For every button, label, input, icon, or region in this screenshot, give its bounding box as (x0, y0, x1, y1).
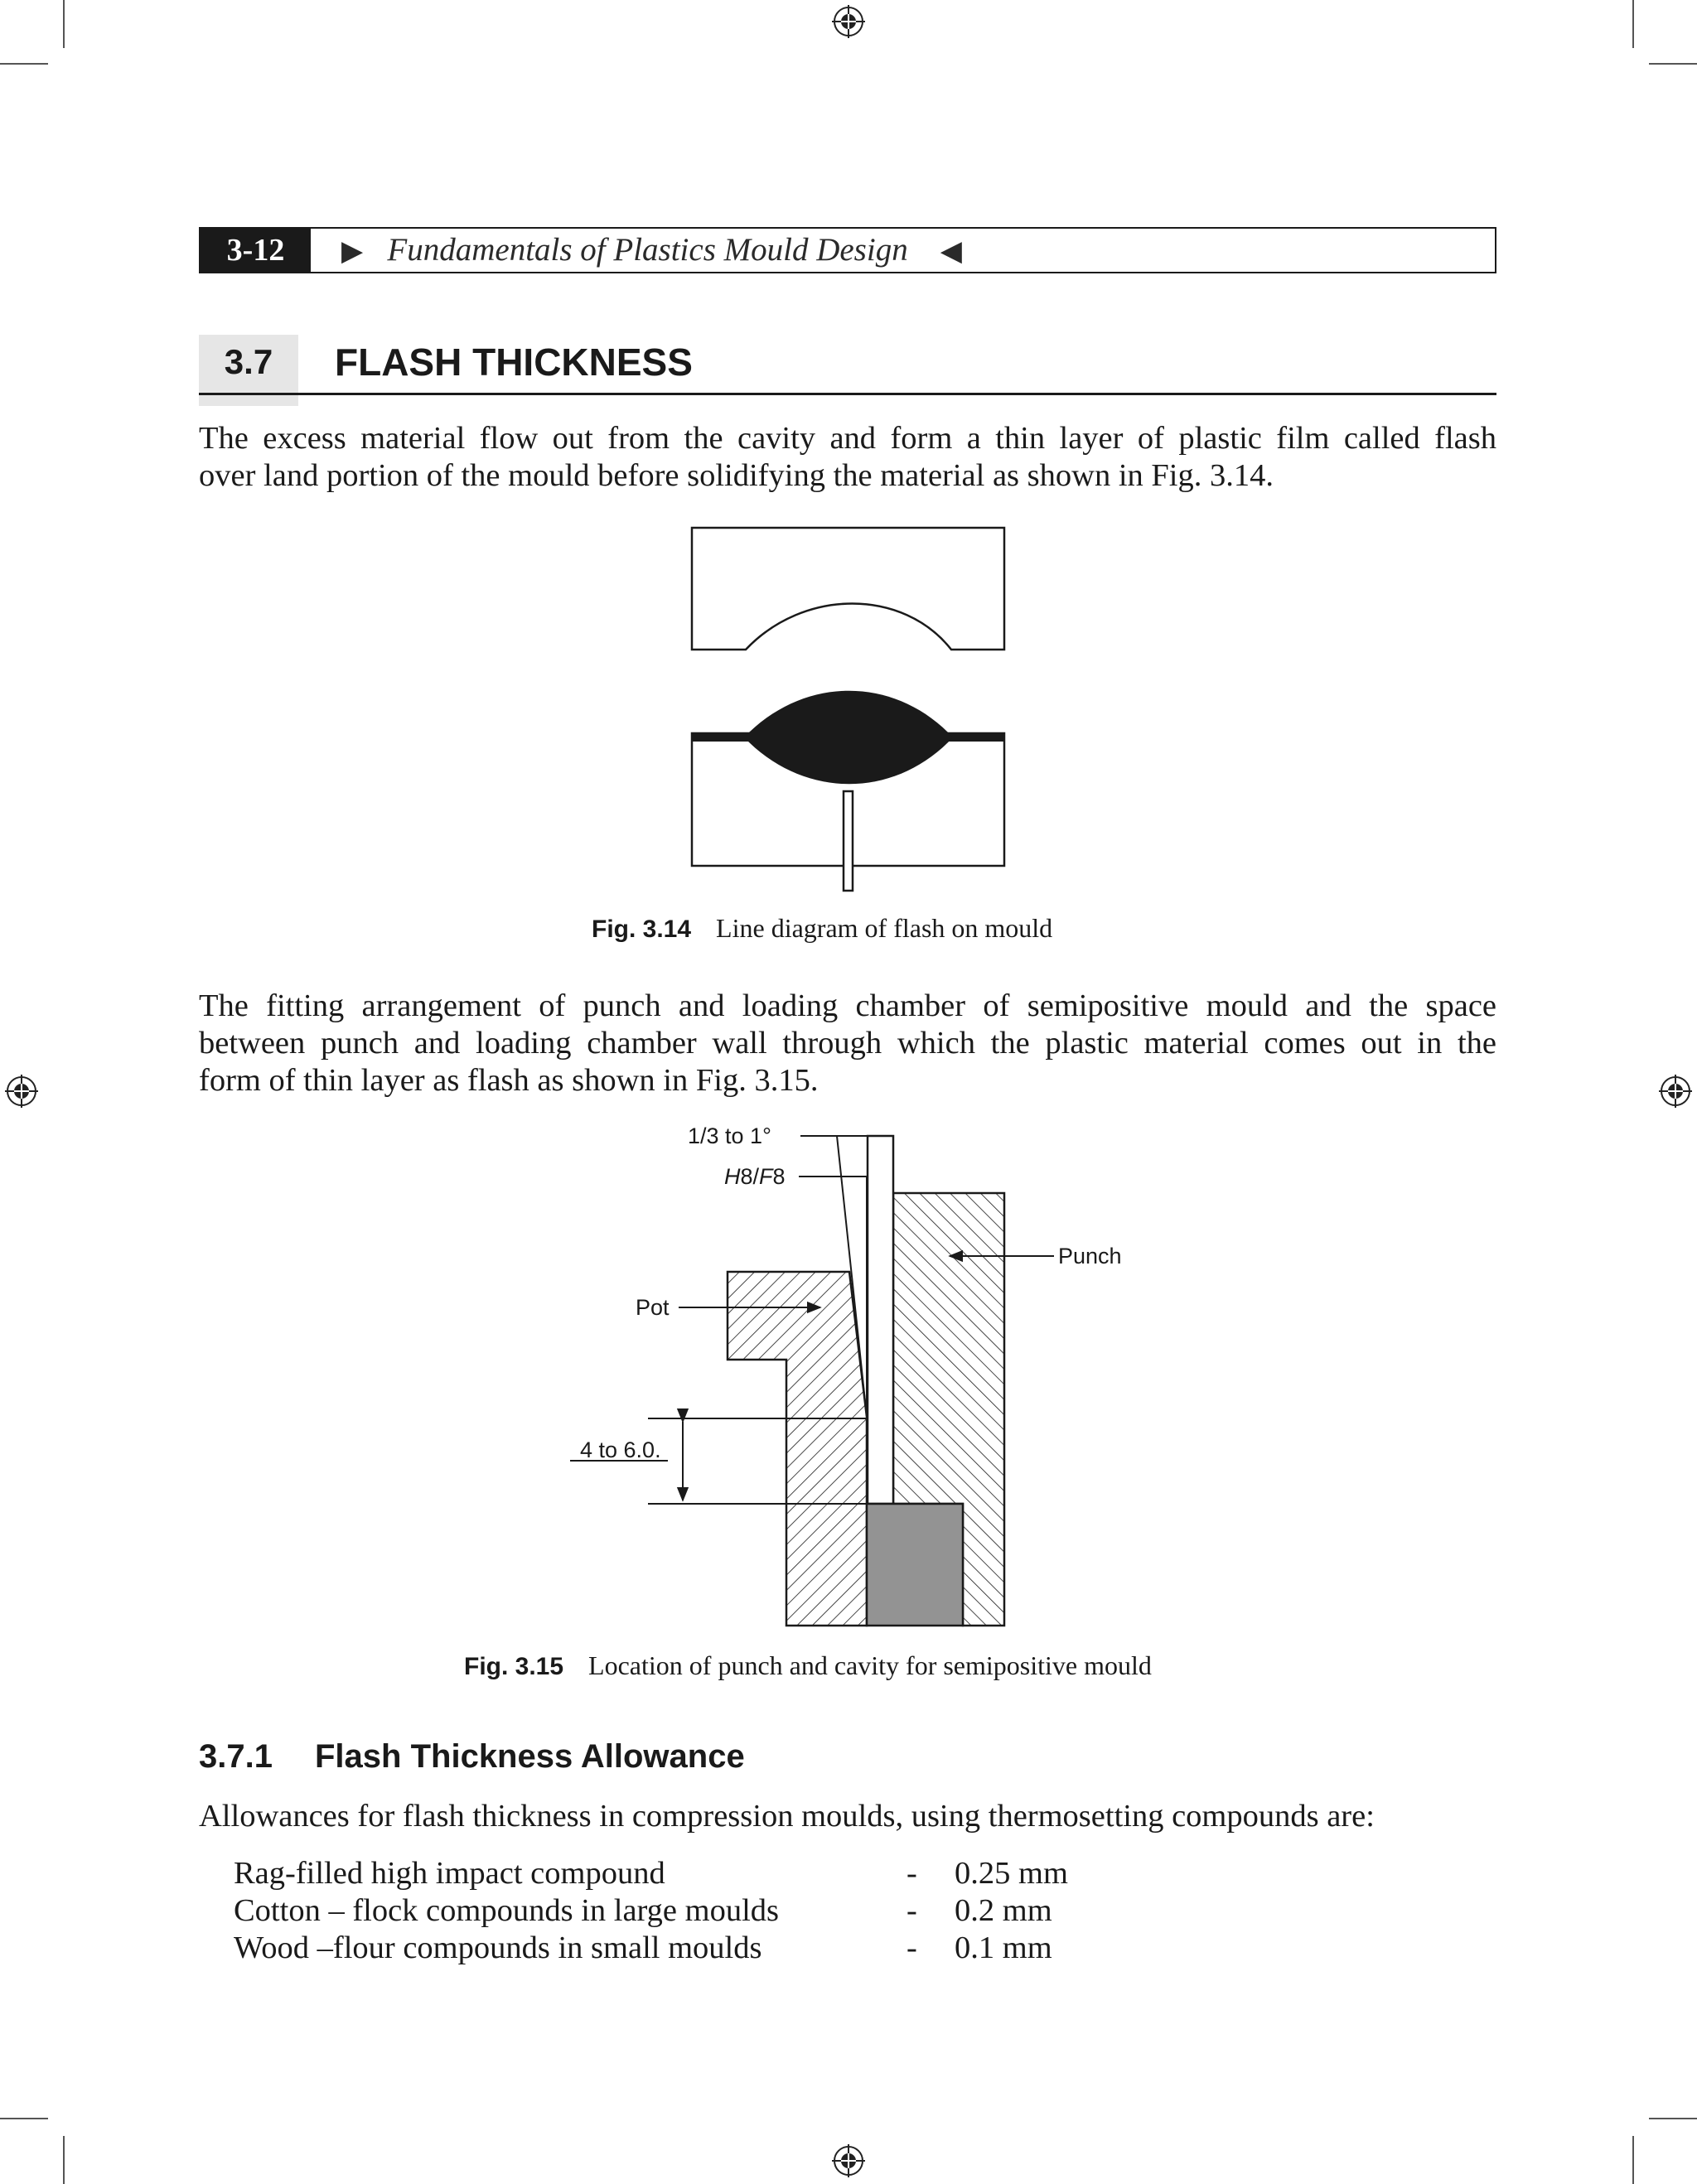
row-dash: - (907, 1893, 917, 1928)
right-triangle-icon: ▶ (341, 236, 364, 267)
subsection-title: Flash Thickness Allowance (315, 1738, 745, 1775)
section-number: 3.7 (199, 335, 298, 406)
compound-name: Wood –flour compounds in small moulds (234, 1930, 762, 1965)
subsection-number: 3.7.1 (199, 1738, 273, 1775)
angle-label: 1/3 to 1° (688, 1123, 771, 1148)
figure-3-15-caption (464, 1650, 1152, 1681)
book-title: Fundamentals of Plastics Mould Design (387, 232, 908, 268)
allowance-value: 0.1 mm (955, 1930, 1052, 1965)
allowance-row (234, 1930, 1052, 1967)
allowance-value: 0.2 mm (955, 1893, 1052, 1928)
punch-label: Punch (1058, 1244, 1122, 1268)
figure-label: Fig. 3.15 (464, 1653, 564, 1680)
page-number: 3-12 (201, 229, 311, 272)
text-line: The fitting arrangement of punch and loading chamber of semipositive mould and the space (199, 988, 1496, 1023)
text-line: form of thin layer as flash as shown in Fig. 3.15. (199, 1063, 819, 1098)
subsection-intro: Allowances for flash thickness in compression moulds, using thermosetting compounds are: (199, 1799, 1375, 1834)
compound-name: Cotton – flock compounds in large moulds (234, 1893, 780, 1928)
fit-label-h: H (724, 1164, 741, 1189)
figure-caption-text: Location of punch and cavity for semipositive mould (588, 1650, 1152, 1680)
fit-label (724, 1164, 786, 1189)
allowance-row (234, 1855, 1068, 1892)
fit-label-f: F (759, 1164, 773, 1189)
dimension-label: 4 to 6.0. (580, 1437, 661, 1462)
gray-insert (867, 1504, 963, 1626)
fit-label-8b: 8 (772, 1164, 786, 1189)
figure-label: Fig. 3.14 (592, 916, 692, 943)
pot-body (728, 1272, 867, 1626)
row-dash: - (907, 1930, 917, 1965)
compound-name: Rag-filled high impact compound (234, 1856, 665, 1891)
left-triangle-icon: ◀ (940, 236, 962, 267)
section-title: FLASH THICKNESS (335, 341, 693, 384)
text-line: over land portion of the mould before solidifying the material as shown in Fig. 3.14. (199, 458, 1274, 493)
fit-label-8a: 8/ (740, 1164, 760, 1189)
text-line: between punch and loading chamber wall through which the plastic material comes out in the (199, 1026, 1496, 1061)
punch-stem (868, 1136, 893, 1504)
pot-label: Pot (636, 1295, 670, 1320)
allowance-row (234, 1892, 1052, 1930)
row-dash: - (907, 1856, 917, 1891)
allowance-value: 0.25 mm (955, 1856, 1068, 1891)
figure-caption-text: Line diagram of flash on mould (716, 913, 1053, 943)
text-line: The excess material flow out from the cavity and form a thin layer of plastic film called flash (199, 421, 1496, 456)
subsection-heading (199, 1738, 745, 1776)
